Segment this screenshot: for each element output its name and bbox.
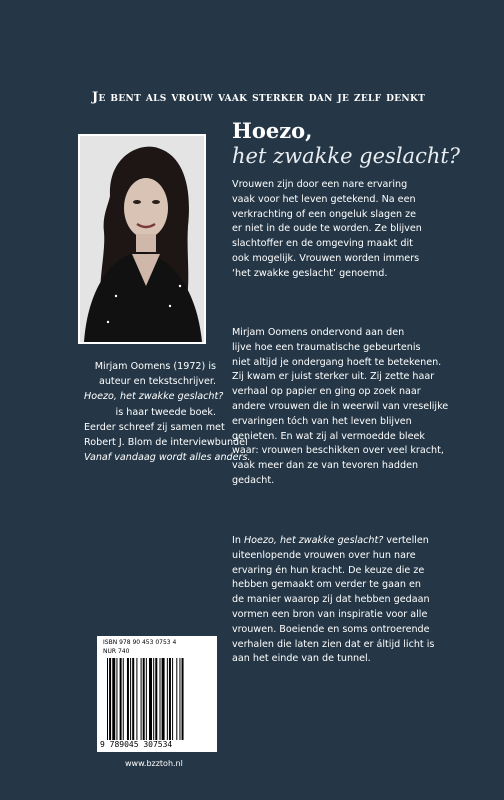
blurb-line: lijve hoe een traumatische gebeurtenis	[232, 341, 421, 353]
barcode-bar	[162, 658, 165, 740]
blurb-paragraph-2	[232, 326, 494, 489]
bio-previous-book-title: Vanaf vandaag wordt alles anders.	[84, 452, 251, 464]
author-portrait-image	[80, 136, 204, 342]
blurb-book-title: Hoezo, het zwakke geslacht?	[243, 535, 384, 546]
blurb-line: Vrouwen zijn door een nare ervaring	[232, 179, 408, 190]
blurb-line: vaak meer dan ze van tevoren hadden	[232, 460, 419, 472]
barcode-bar	[130, 658, 131, 740]
barcode-bar	[179, 658, 180, 740]
barcode-bar	[143, 658, 145, 740]
barcode-bar	[169, 658, 171, 740]
barcode-bar	[160, 658, 161, 740]
barcode-bar	[155, 658, 157, 740]
barcode-bar	[176, 658, 177, 740]
book-title-line1: Hoezo,	[232, 118, 313, 143]
author-bio	[84, 359, 251, 465]
blurb-line: uiteenlopende vrouwen over hun nare	[232, 549, 416, 561]
blurb-line: genieten. En wat zij al vermoedde bleek	[232, 430, 425, 442]
blurb-line: ook mogelijk. Vrouwen worden immers	[232, 252, 420, 264]
blurb-line: ervaringen tóch van het leven blijven	[232, 415, 412, 427]
bio-line: is haar tweede boek.	[115, 406, 216, 418]
blurb-line: verhaal op papier en ging op zoek naar	[232, 386, 421, 398]
blurb-paragraph-1	[232, 178, 494, 282]
barcode-digits: 9 789045 307534	[100, 740, 173, 749]
barcode-bar	[182, 658, 184, 740]
tagline	[92, 90, 492, 105]
bio-line: Robert J. Blom de interviewbundel	[84, 437, 248, 449]
bio-line: Mirjam Oomens (1972) is	[94, 361, 216, 372]
blurb-line: waar: vrouwen beschikken over veel kracht,	[232, 445, 444, 457]
author-photo	[78, 134, 206, 344]
blurb-line: de manier waarop zij dat hebben gedaan	[232, 594, 430, 606]
barcode-bar	[123, 658, 124, 740]
barcode-image	[107, 658, 209, 740]
blurb-line: verhalen die laten zien dat er áltijd licht is	[232, 638, 435, 650]
barcode-bar	[167, 658, 168, 740]
blurb-line: aan het einde van de tunnel.	[232, 653, 371, 665]
bio-line: auteur en tekstschrijver.	[98, 376, 216, 388]
blurb-line: vormen een bron van inspiratie voor alle	[232, 608, 428, 620]
barcode-bar	[172, 658, 173, 740]
isbn-number: ISBN 978 90 453 0753 4	[103, 639, 177, 646]
blurb-line: Zij kwam er juist sterker uit. Zij zette haar	[232, 371, 435, 383]
barcode-bar	[116, 658, 117, 740]
barcode-bar	[109, 658, 111, 740]
barcode-bar	[107, 658, 108, 740]
blurb-line: Mirjam Oomens ondervond aan den	[232, 327, 405, 338]
barcode-bar	[127, 658, 129, 740]
barcode-bar	[112, 658, 115, 740]
bio-book-title: Hoezo, het zwakke geslacht?	[84, 391, 224, 403]
bio-line: Eerder schreef zij samen met	[84, 421, 225, 433]
barcode-bar	[136, 658, 137, 740]
blurb-suffix: vertellen	[383, 535, 429, 546]
tagline-text: Je bent als vrouw vaak sterker dan je zelf denkt	[92, 90, 426, 105]
barcode-bar	[132, 658, 134, 740]
barcode-panel	[97, 636, 217, 752]
blurb-line	[232, 534, 494, 549]
barcode-bar	[153, 658, 154, 740]
blurb-line: hebben gemaakt om verder te gaan en	[232, 579, 421, 591]
blurb-line: andere vrouwen die in weerwil van vreselijke	[232, 400, 449, 412]
barcode-bar	[149, 658, 152, 740]
barcode-bar	[120, 658, 122, 740]
publisher-website: www.bzztoh.nl	[125, 759, 183, 768]
blurb-line: verkrachting of een ongeluk slagen ze	[232, 208, 417, 220]
blurb-prefix: In	[232, 535, 244, 546]
nur-code: NUR 740	[103, 648, 130, 655]
blurb-line: ‘het zwakke geslacht’ genoemd.	[232, 267, 388, 279]
blurb-line: niet altijd je ondergang hoeft te betekenen.	[232, 356, 442, 368]
barcode-bar	[146, 658, 147, 740]
barcode-bar	[141, 658, 142, 740]
blurb-line: slachtoffer en de omgeving maakt dit	[232, 238, 413, 250]
blurb-line: gedacht.	[232, 474, 275, 486]
book-title-line2: het zwakke geslacht?	[232, 144, 461, 168]
blurb-paragraph-3	[232, 534, 494, 667]
blurb-line: ervaring én hun kracht. De keuze die ze	[232, 564, 425, 576]
blurb-line: vaak voor het leven getekend. Na een	[232, 193, 416, 205]
blurb-line: vrouwen. Boeiende en soms ontroerende	[232, 623, 430, 635]
blurb-line: er niet in de oude te worden. Ze blijven	[232, 223, 422, 235]
